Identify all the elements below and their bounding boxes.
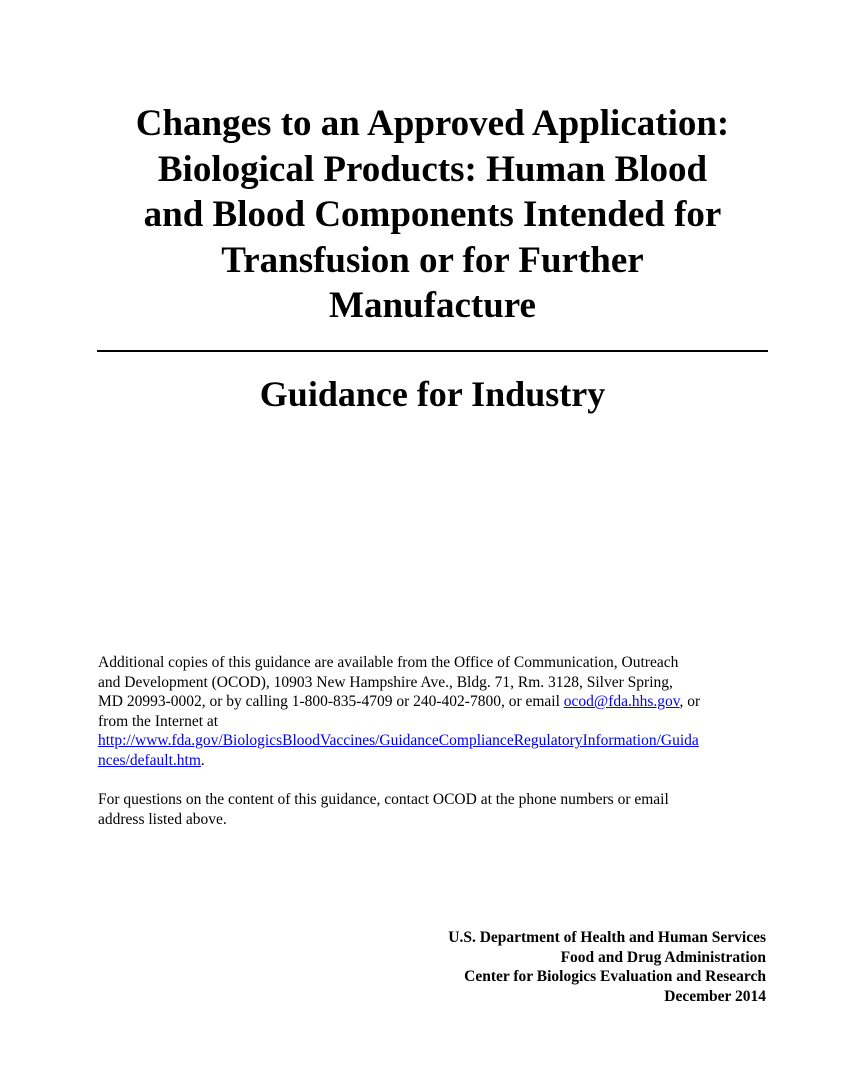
availability-line-2: and Development (OCOD), 10903 New Hampshire Ave., Bldg. 71, Rm. 3128, Silver Spring, [98,673,673,691]
guidance-url-link[interactable]: http://www.fda.gov/BiologicsBloodVaccines/GuidanceComplianceRegulatoryInformation/Guida [98,732,699,750]
publication-date: December 2014 [664,987,766,1005]
url-line-1 [98,731,778,751]
agency-center: Center for Biologics Evaluation and Research [464,968,766,986]
title-line: Manufacture [329,285,536,326]
document-title [60,101,805,329]
url-period: . [200,751,205,769]
questions-line-2: address listed above. [98,810,227,828]
url-line-2 [98,751,778,771]
availability-text: , or [679,693,701,711]
availability-paragraph [98,653,778,771]
availability-line-3 [98,692,778,712]
guidance-url-link-continued[interactable]: nces/default.htm [98,751,201,769]
availability-text: MD 20993-0002, or by calling 1-800-835-4709 or 240-402-7800, or email [98,693,564,711]
agency-department: U.S. Department of Health and Human Services [448,929,766,946]
title-line: Changes to an Approved Application: [135,103,730,144]
questions-line-1: For questions on the content of this guidance, contact OCOD at the phone numbers or email [98,791,669,808]
title-divider [97,350,768,352]
title-line: and Blood Components Intended for [143,194,722,235]
questions-paragraph [98,790,778,829]
email-link[interactable]: ocod@fda.hhs.gov [563,693,680,711]
title-line: Biological Products: Human Blood [157,148,708,190]
agency-block [448,928,766,1006]
availability-line-4: from the Internet at [98,712,219,730]
title-line: Transfusion or for Further [221,239,644,281]
availability-line-1: Additional copies of this guidance are available from the Office of Communication, Outreach [98,654,679,671]
document-subtitle: Guidance for Industry [259,374,606,414]
agency-administration: Food and Drug Administration [560,948,766,966]
